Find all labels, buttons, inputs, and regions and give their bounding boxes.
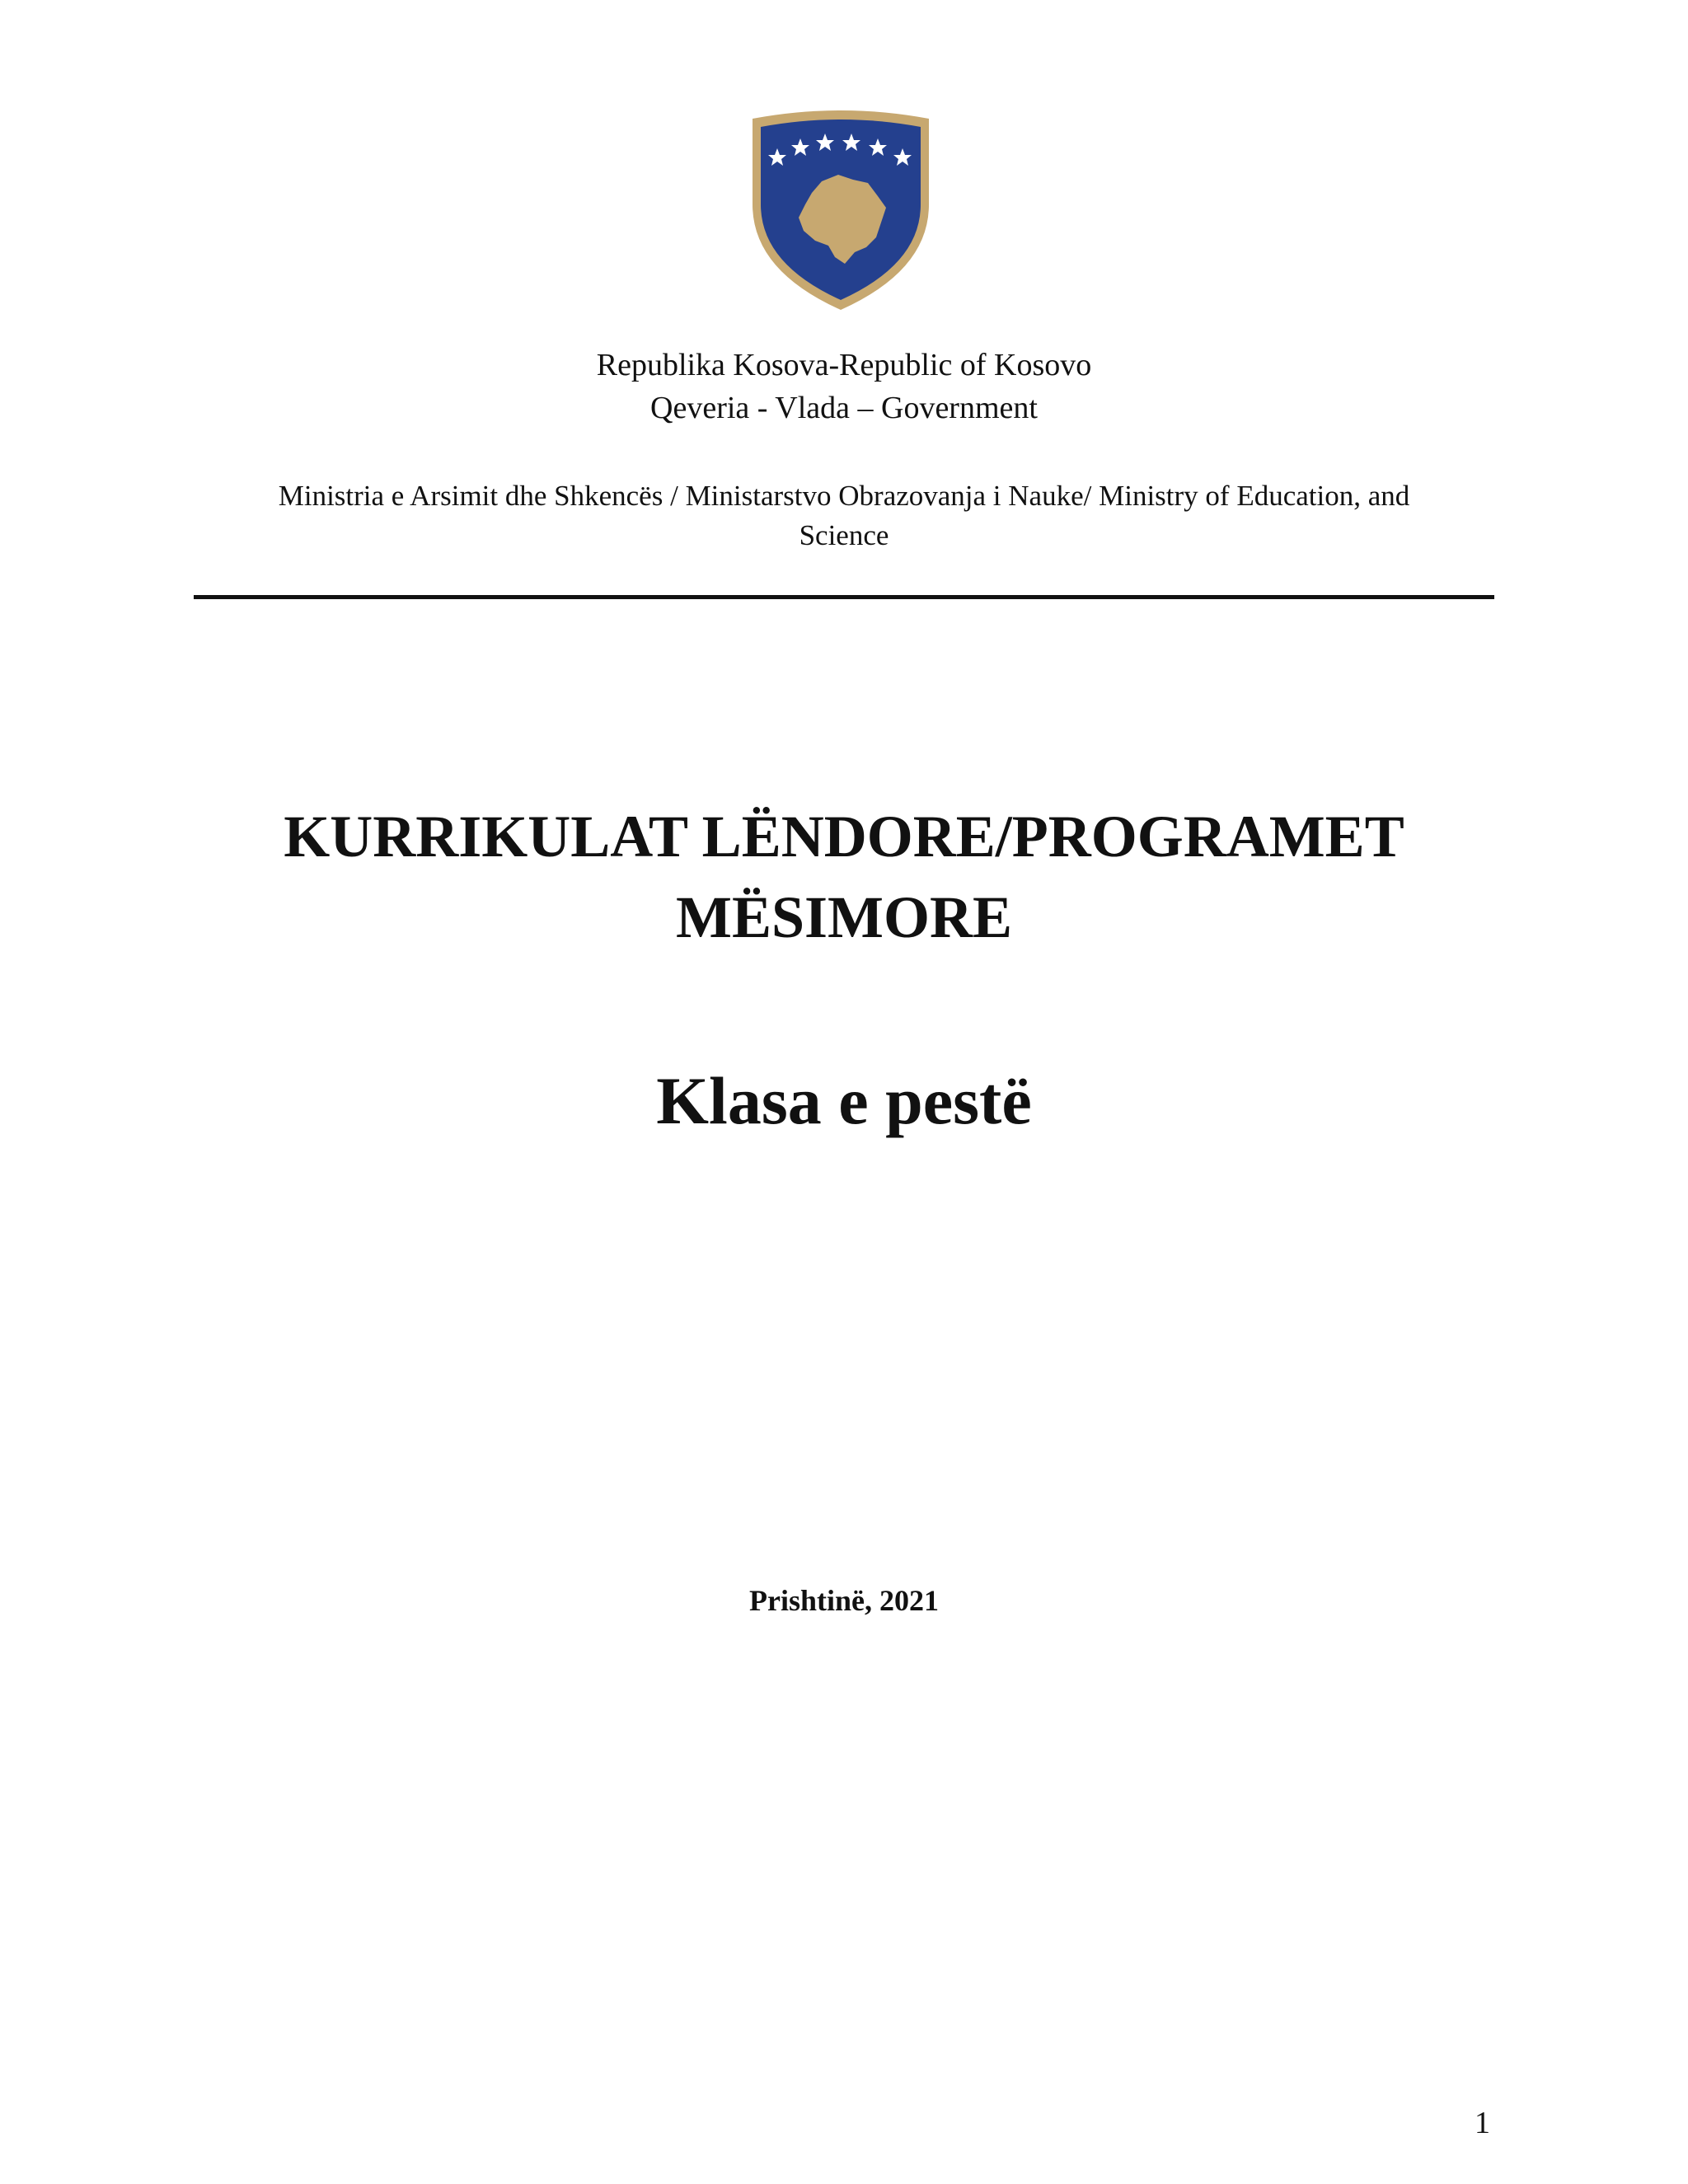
main-title-line-1: KURRIKULAT LËNDORE/PROGRAMET bbox=[284, 804, 1404, 869]
header-divider bbox=[194, 595, 1494, 599]
ministry-line-2: Science bbox=[799, 519, 889, 551]
kosovo-coat-of-arms-icon bbox=[746, 107, 935, 313]
government-line: Qeveria - Vlada – Government bbox=[650, 391, 1038, 425]
grade-title: Klasa e pestë bbox=[656, 1063, 1032, 1138]
page-number: 1 bbox=[1475, 2106, 1490, 2140]
republic-line: Republika Kosova-Republic of Kosovo bbox=[596, 348, 1092, 382]
main-title-line-2: MËSIMORE bbox=[675, 884, 1013, 950]
ministry-line-1: Ministria e Arsimit dhe Shkencës / Ministarstvo Obrazovanja i Nauke/ Ministry of Education, and bbox=[278, 480, 1410, 512]
place-year: Prishtinë, 2021 bbox=[749, 1584, 939, 1617]
